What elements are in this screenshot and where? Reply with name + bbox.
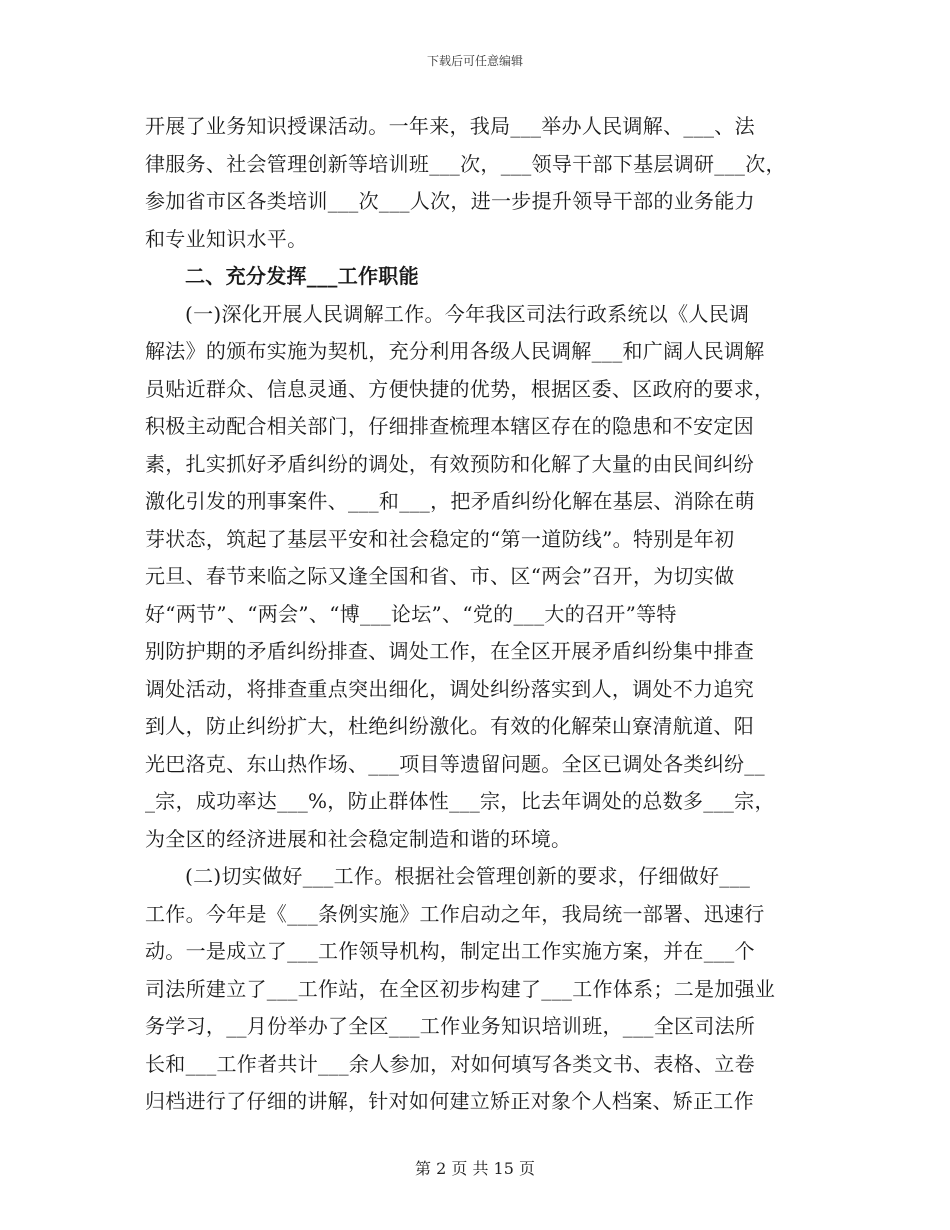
text-line: 好“两节”、“两会”、“博___论坛”、“党的___大的召开”等特 [145,601,677,626]
text-line: 激化引发的刑事案件、___和___，把矛盾纠纷化解在基层、消除在萌 [145,489,755,513]
page-number-footer: 第 2 页 共 15 页 [415,1159,535,1178]
text-line: 别防护期的矛盾纠纷排查、调处工作，在全区开展矛盾纠纷集中排查 [145,639,754,663]
text-line: 到人，防止纠纷扩大，杜绝纠纷激化。有效的化解荣山寮清航道、阳 [145,714,754,738]
text-line: 元旦、春节来临之际又逢全国和省、市、区“两会”召开，为切实做 [145,564,735,588]
text-line: 务学习，__月份举办了全区___工作业务知识培训班，___全区司法所 [145,1014,756,1038]
text-line: 开展了业务知识授课活动。一年来，我局___举办人民调解、___、法 [145,114,755,138]
document-body [145,108,815,1121]
text-line: 归档进行了仔细的讲解，针对如何建立矫正对象个人档案、矫正工作 [145,1089,754,1113]
page-header: 下载后可任意编辑 [426,54,523,68]
text-line: 律服务、社会管理创新等培训班___次，___领导干部下基层调研___次， [145,151,786,176]
text-line: 芽状态，筑起了基层平安和社会稳定的“第一道防线”。特别是年初 [145,526,735,551]
text-line: 为全区的经济进展和社会稳定制造和谐的环境。 [145,826,572,851]
text-line: 参加省市区各类培训___次___人次，进一步提升领导干部的业务能力 [145,189,755,213]
text-line: 积极主动配合相关部门，仔细排查梳理本辖区存在的隐患和不安定因 [145,414,754,438]
text-line: _宗，成功率达___%，防止群体性___宗，比去年调处的总数多___宗， [145,789,775,813]
paragraph-start-line: (二)切实做好___工作。根据社会管理创新的要求，仔细做好___ [185,864,751,888]
text-line: 光巴洛克、东山热作场、___项目等遗留问题。全区已调处各类纠纷__ [145,751,765,776]
text-line: 工作。今年是《___条例实施》工作启动之年，我局统一部署、迅速行 [145,901,765,926]
section-heading: 二、充分发挥___工作职能 [185,264,419,288]
text-line: 员贴近群众、信息灵通、方便快捷的优势，根据区委、区政府的要求， [145,376,775,401]
text-line: 动。一是成立了___工作领导机构，制定出工作实施方案，并在___个 [145,939,755,963]
text-line: 素，扎实抓好矛盾纠纷的调处，有效预防和化解了大量的由民间纠纷 [145,451,754,476]
text-line: 司法所建立了___工作站，在全区初步构建了___工作体系；二是加强业 [145,976,776,1001]
text-line: 解法》的颁布实施为契机，充分利用各级人民调解___和广阔人民调解 [145,339,765,363]
text-line: 调处活动，将排查重点突出细化，调处纠纷落实到人，调处不力追究 [145,676,754,701]
paragraph-start-line: (一)深化开展人民调解工作。今年我区司法行政系统以《人民调 [185,301,750,326]
text-line: 长和___工作者共计___余人参加，对如何填写各类文书、表格、立卷 [145,1051,755,1076]
text-line: 和专业知识水平。 [145,226,308,251]
